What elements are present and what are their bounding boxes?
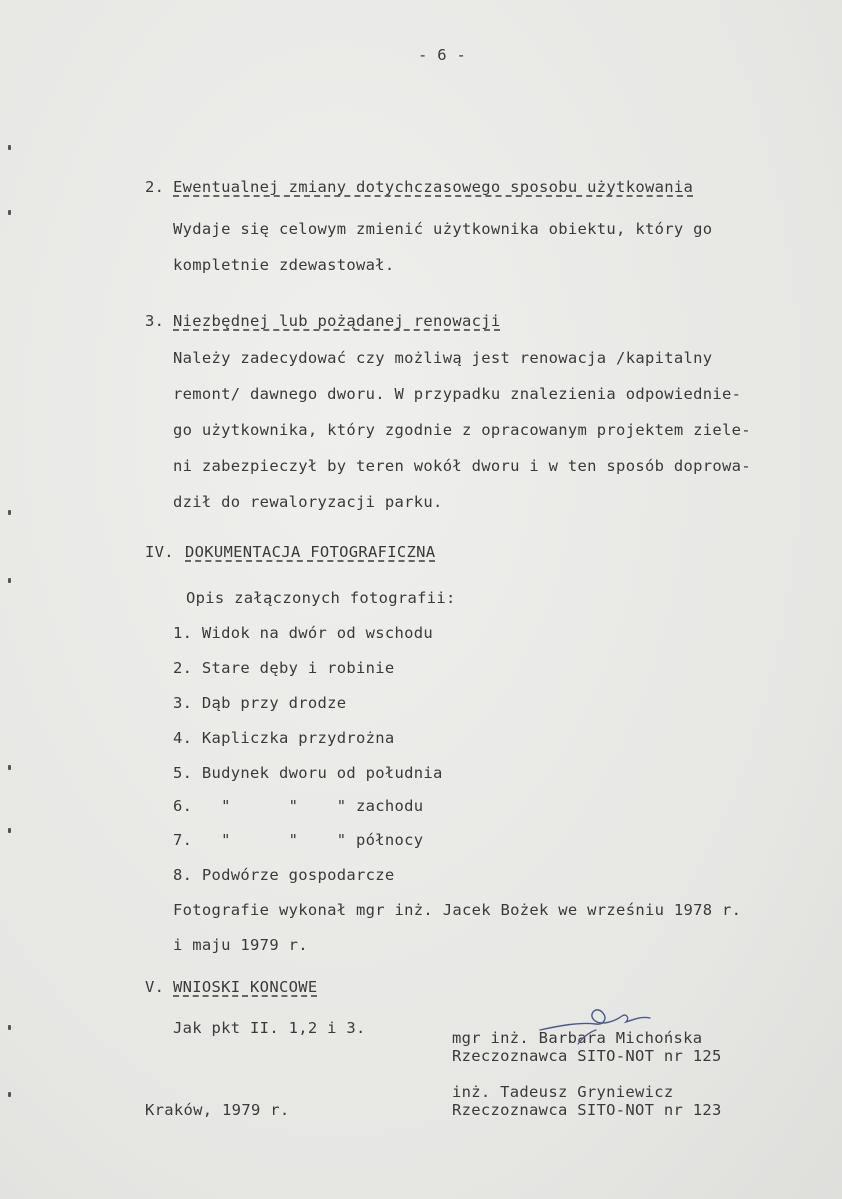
- section-2-heading: Ewentualnej zmiany dotychczasowego sposobu użytkowania: [173, 178, 694, 196]
- section-5-heading: WNIOSKI KONCOWE: [173, 978, 318, 996]
- photo-list-intro: Opis załączonych fotografii:: [186, 589, 456, 607]
- photo-item-8: 8. Podwórze gospodarcze: [173, 866, 395, 884]
- section-2-line-2: kompletnie zdewastował.: [173, 256, 395, 274]
- section-3-line-4: ni zabezpieczył by teren wokół dworu i w ten sposób doprowa-: [173, 457, 751, 475]
- handwritten-signature: [538, 1000, 658, 1050]
- photo-item-6: 6. " " " zachodu: [173, 797, 424, 815]
- margin-mark: [8, 1025, 11, 1030]
- page-number: - 6 -: [418, 46, 467, 64]
- place-date: Kraków, 1979 r.: [145, 1101, 290, 1119]
- photo-item-5: 5. Budynek dworu od południa: [173, 764, 443, 782]
- signatory-1-role: Rzeczoznawca SITO-NOT nr 125: [452, 1047, 722, 1065]
- section-3-line-5: dził do rewaloryzacji parku.: [173, 493, 443, 511]
- section-3-number: 3.: [145, 312, 165, 330]
- section-2-number: 2.: [145, 178, 165, 196]
- section-3-heading: Niezbędnej lub pożądanej renowacji: [173, 312, 501, 330]
- section-4-number: IV.: [145, 543, 174, 561]
- section-3-line-3: go użytkownika, który zgodnie z opracowanym projektem ziele-: [173, 421, 751, 439]
- signatory-2-role: Rzeczoznawca SITO-NOT nr 123: [452, 1101, 722, 1119]
- section-4-heading: DOKUMENTACJA FOTOGRAFICZNA: [185, 543, 436, 561]
- photo-item-3: 3. Dąb przy drodze: [173, 694, 347, 712]
- margin-mark: [8, 828, 11, 833]
- section-3-line-1: Należy zadecydować czy możliwą jest renowacja /kapitalny: [173, 349, 713, 367]
- margin-mark: [8, 210, 11, 215]
- section-5-body: Jak pkt II. 1,2 i 3.: [173, 1019, 366, 1037]
- margin-mark: [8, 510, 11, 515]
- photo-note-line-2: i maju 1979 r.: [173, 936, 308, 954]
- section-3-line-2: remont/ dawnego dworu. W przypadku znalezienia odpowiednie-: [173, 385, 742, 403]
- margin-mark: [8, 765, 11, 770]
- signatory-2-name: inż. Tadeusz Gryniewicz: [452, 1083, 674, 1101]
- margin-mark: [8, 578, 11, 583]
- photo-item-7: 7. " " " północy: [173, 831, 424, 849]
- section-5-number: V.: [145, 978, 165, 996]
- photo-item-1: 1. Widok na dwór od wschodu: [173, 624, 434, 642]
- photo-note-line-1: Fotografie wykonał mgr inż. Jacek Bożek we wrześniu 1978 r.: [173, 901, 742, 919]
- margin-mark: [8, 145, 11, 150]
- photo-item-2: 2. Stare dęby i robinie: [173, 659, 395, 677]
- signatory-1-name: mgr inż. Barbara Michońska: [452, 1029, 703, 1047]
- section-2-line-1: Wydaje się celowym zmienić użytkownika obiektu, który go: [173, 220, 713, 238]
- margin-mark: [8, 1092, 11, 1097]
- photo-item-4: 4. Kapliczka przydrożna: [173, 729, 395, 747]
